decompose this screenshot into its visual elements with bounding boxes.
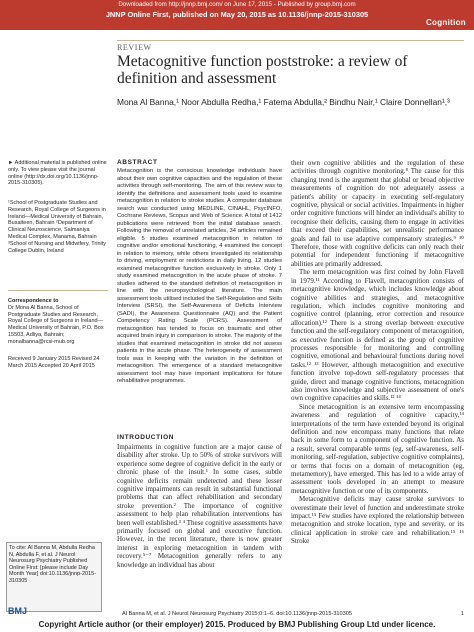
author-list: Mona Al Banna,¹ Noor Abdulla Redha,¹ Fatema Abdulla,² Bindhu Nair,¹ Claire Donnellan¹,³	[117, 97, 450, 107]
paragraph: Since metacognition is an extensive term encompassing awareness and regulation of cognitive capacity,¹⁴ interpretations of the term have extended beyond its original definition and now encompass many functions that relate back in some form to a component of cognitive function. As a result, several comparable terms (eg, self-awareness, self-monitoring, self-regulation, subjective cognitive complaints), or terms that focus on a domain of metacognition (eg, metamemory), have emerged. This has led to a wide array of assessment tools developed in an attempt to measure metacognitive function or one of its components.	[291, 402, 464, 495]
footer-citation-text: Al Banna M, et al. J Neurol Neurosurg Psychiatry 2015;0:1–6. doi:10.1136/jnnp-2015-310305	[121, 611, 352, 617]
introduction-heading: INTRODUCTION	[117, 434, 175, 441]
correspondence-text: Dr Mona Al Banna, School of Postgraduate Studies and Research, Royal College of Surgeons in Ireland—Medical University of Bahrain, P.O. Box 15503, Adliya, Bahrain; monalbanna@rcsi-mub.org	[8, 304, 104, 345]
article-title: Metacognitive function poststroke: a review of definition and assessment	[117, 53, 408, 87]
correspondence-title: Correspondence to	[8, 298, 59, 304]
section-label: Cognition	[425, 18, 466, 27]
introduction-section	[117, 434, 282, 569]
right-column	[291, 159, 464, 546]
page-number: 1	[460, 611, 464, 617]
journal-header-bar	[0, 0, 474, 30]
paragraph: Metacognitive deficits may cause stroke survivors to overestimate their level of function and underestimate stroke impact.¹⁵ Few studies have explored the relationship between metacognition and stroke location, type and severity, or its clinical application in stroke care and rehabilitation.¹⁵ ¹⁶ Stroke	[291, 495, 464, 546]
cite-box	[6, 542, 102, 612]
paragraph: their own cognitive abilities and the regulation of these activities through cognitive monitoring.⁸ The cause for this changing trend is the argument that global or broad objective measurements of cognition do not adequately assess a patient's ability or capacity in executing self-regulatory cognitive, physical or social activities. Impairments in higher order cognitive functions will hinder an individual's ability to recognise their deficits, causing them to engage in activities that exceed their capabilities, set unrealistic performance goals and fail to use adaptive compensatory strategies.⁹ ¹⁰ Therefore, those with cognitive deficits can only reach their potential for independent functioning if metacognitive abilities are primarily addressed.	[291, 159, 464, 268]
article-type: REVIEW	[117, 43, 152, 52]
affiliations: ¹School of Postgraduate Studies and Research, Royal College of Surgeons in Ireland—Medical University of Bahrain, Busaiteen, Bahrain ²Department of Clinical Neuroscience, Salmaniya Medical Complex, Manama, Bahrain ³School of Nursing and Midwifery, Trinity College Dublin, Ireland	[8, 200, 107, 254]
copyright-line: Copyright Article author (or their employer) 2015. Produced by BMJ Publishing Group Ltd under licence.	[0, 620, 474, 632]
title-divider	[117, 40, 464, 41]
correspondence-block	[8, 298, 108, 346]
footer-citation	[0, 611, 474, 617]
abstract-text: Metacognition is the conscious knowledge individuals have about their own cognitive capacities and the regulation of these activities through self-monitoring. The aim of this review was to identify the definitions and assessment tools used to examine metacognition in relation to stroke studies. A computer database search was conducted using MEDLINE, CINAHL, PsycINFO, Cochrane Reviews, Scopus and Web of Science. A total of 1412 publications were retrieved from the initial database search. Following the removal of unrelated articles, 34 articles remained eligible. 5 studies examined metacognition in relation to cognitive and/or emotional functioning, 4 examined the concept in relation to memory, while others investigated its relationship to driving, employment or restrictions in daily living. 12 studies examined metacognitive function exclusively in stroke. Only 1 study examined metacognition in the acute phase of stroke. 7 studies adhered to the standard definition of metacognition in line with the neuropsychological literature. The main assessment tools utilised included the Self-Regulation and Skills Interview (SRSI), the Self-Awareness of Deficits Interview (SADI), the Awareness Questionnaire (AQ) and the Patient Competency Rating Scale (PCRS). Assessment of metacognition has tended to focus on traumatic and other acquired brain injury in comparison to stroke. The majority of the studies that examined metacognition in stroke did not assess patients in the acute phase. The heterogeneity of assessment tools was in keeping with the variation in the definition of metacognition. The emergence of a standard metacognitive assessment tool may have important implications for future rehabilitative programmes.	[117, 168, 282, 384]
download-line: Downloaded from http://jnnp.bmj.com/ on June 17, 2015 - Published by group.bmj.com	[118, 1, 356, 8]
supplementary-note: ► Additional material is published online only. To view please visit the journal online (http://dx.doi.org/10.1136/jnnp-2015-310305).	[8, 160, 107, 187]
cite-text: To cite: Al Banna M, Abdulla Redha N, Abdulla F, et al. J Neurol Neurosurg Psychiatry Published Online First: [please include Day Month Year] doi:10.1136/jnnp-2015-310305	[9, 545, 97, 584]
abstract-section	[117, 159, 282, 386]
abstract-heading: ABSTRACT	[117, 159, 158, 166]
paragraph: The term metacognition was first coined by John Flavell in 1979.¹¹ According to Flavell, metacognition consists of metacognitive knowledge, which includes knowledge about cognitive abilities and strategies, and metacognitive regulation, which includes cognitive monitoring and cognitive control (planning, error correction and resource allocation).¹² There is a strong overlap between executive function and the self-regulatory component of metacognition, as executive function is defined as the group of cognitive processes responsible for monitoring and controlling cognitive, emotional and behavioural functions during novel tasks.¹² ¹³ However, although metacognition and executive function involve top-down self-regulatory processes that guide, direct and manage cognitive functions, metacognition also involves knowledge and subjective assessment of one's own cognitive capacities and skills.¹² ¹⁴	[291, 268, 464, 403]
bmj-logo: BMJ	[8, 606, 28, 616]
sidebar-divider	[8, 290, 108, 291]
online-first-line: JNNP Online First, published on May 20, 2015 as 10.1136/jnnp-2015-310305	[105, 10, 369, 19]
introduction-text: Impairments in cognitive function are a major cause of disability after stroke. Up to 50% of stroke survivors will experience some degree of cognitive deficit in the early or chronic phase of the insult.¹ In some cases, subtle cognitive deficits remain undetected and these lesser cognitive impairments can result in substantial functional problems that can affect rehabilitation and secondary stroke prevention.² The importance of cognitive assessment to help plan rehabilitation interventions has been well established.³ ⁴ These cognitive assessments have primarily focused on global and executive function. However, in the recent literature, there is now greater interest in exploring metacognition in tandem with recovery.⁵⁻⁷ Metacognition generally refers to any knowledge an individual has about	[117, 443, 282, 569]
received-dates: Received 9 January 2015 Revised 24 March 2015 Accepted 20 April 2015	[8, 356, 100, 369]
